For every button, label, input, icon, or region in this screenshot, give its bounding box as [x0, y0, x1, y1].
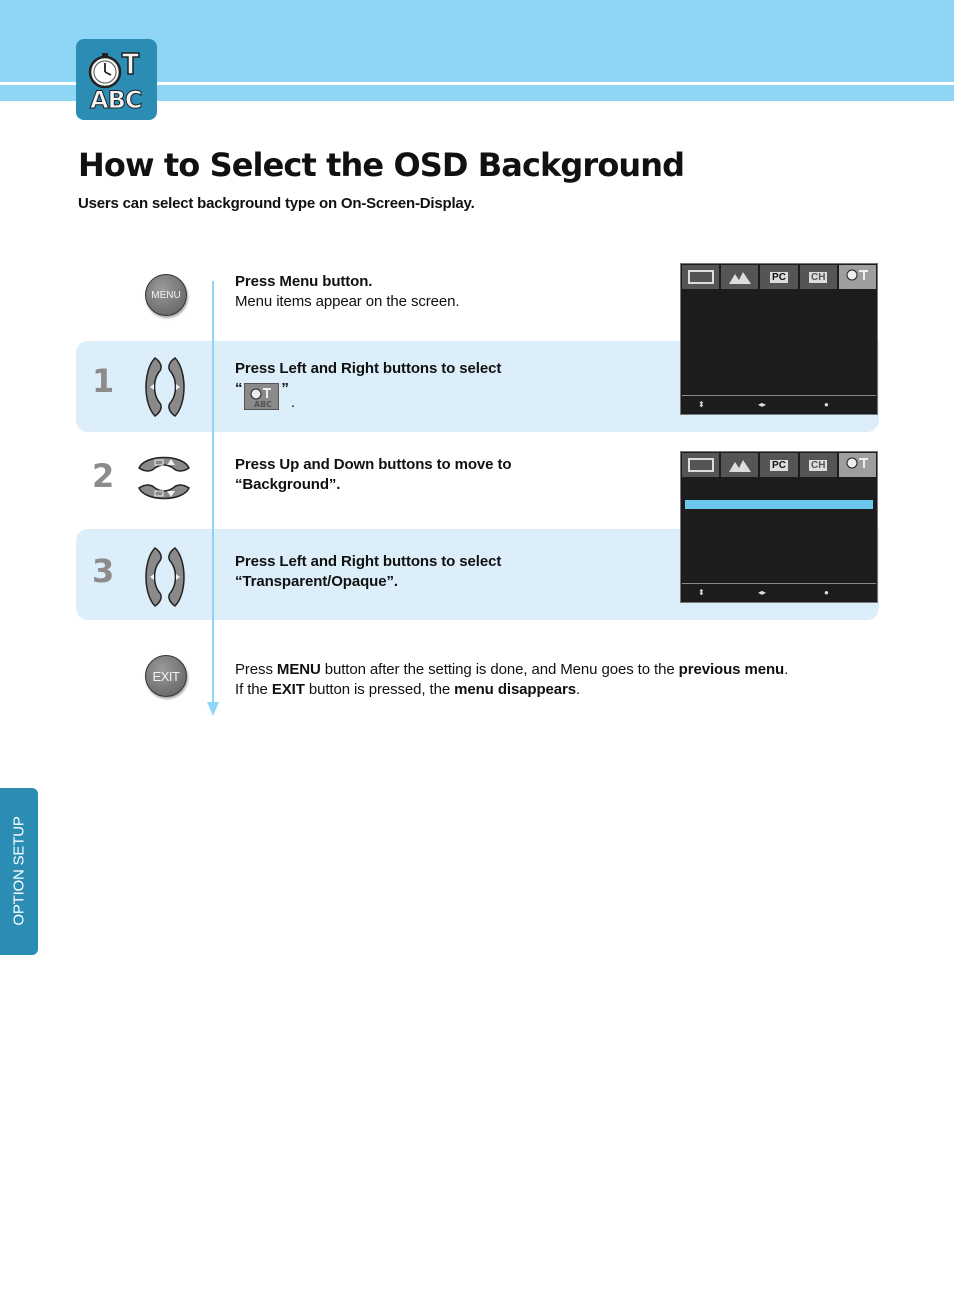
option-clock-icon: [76, 39, 157, 120]
section-side-tab: [0, 788, 38, 955]
option-icon: [839, 265, 876, 289]
channel-icon: [800, 265, 837, 289]
osd-leftright-glyph: ◂▸: [758, 588, 767, 597]
exit-l1-menu: MENU: [276, 661, 321, 678]
exit-l1-a: Press: [235, 661, 277, 678]
ch-icon-label: CH: [810, 271, 826, 283]
step-3-line1: Press Left and Right buttons to select: [235, 553, 502, 570]
osd-enter-glyph: ●: [824, 400, 829, 409]
svg-text:ABC: ABC: [90, 86, 142, 114]
exit-step-text: [235, 660, 788, 700]
section-side-tab-label: OPTION SETUP: [10, 816, 28, 926]
page-subtitle: Users can select background type on On-Screen-Display.: [78, 195, 475, 212]
step-1-period: .: [290, 394, 295, 411]
osd-menu-screen-2: [680, 451, 878, 603]
exit-l1-e: .: [784, 661, 789, 678]
menu-step-text: [235, 272, 459, 312]
pc-icon-label: PC: [772, 271, 786, 283]
sound-icon: [721, 453, 758, 477]
channel-icon: [800, 453, 837, 477]
left-right-buttons-icon: [141, 356, 189, 423]
option-icon: [839, 453, 876, 477]
step-3-line2: “Transparent/Opaque”.: [235, 573, 398, 590]
step-3-number: 3: [92, 552, 115, 590]
step-2-line2: “Background”.: [235, 476, 341, 493]
osd-updown-glyph: ⬍: [698, 588, 705, 597]
osd-background-highlight: [685, 500, 873, 509]
exit-l1-c: button after the setting is done, and Menu goes to the: [320, 661, 679, 678]
exit-step-line1: [235, 660, 788, 680]
menu-step-line2: Menu items appear on the screen.: [235, 293, 460, 310]
pc-icon-label: PC: [772, 459, 786, 471]
step-3-text: [235, 552, 501, 592]
left-right-buttons-icon: [141, 546, 189, 613]
osd-icon-bar: [682, 265, 876, 289]
menu-button-label: MENU: [151, 289, 181, 301]
osd-icon-bar: [682, 453, 876, 477]
svg-text:ABC: ABC: [254, 400, 273, 409]
pc-icon: [760, 265, 797, 289]
exit-l2-menu-disappears: menu disappears: [454, 681, 577, 698]
step-1-number: 1: [92, 362, 115, 400]
up-down-buttons-icon: [135, 452, 193, 509]
ch-icon-label: CH: [810, 459, 826, 471]
page-title: How to Select the OSD Background: [78, 146, 685, 184]
exit-step-line2: [235, 680, 788, 700]
osd-footer: [682, 583, 876, 601]
flow-arrow-icon: [207, 702, 219, 716]
tv-icon: [682, 265, 719, 289]
exit-button-icon: [145, 655, 187, 697]
step-1-quote-close: ”: [281, 380, 289, 397]
osd-footer: [682, 395, 876, 413]
option-menu-icon: [244, 383, 279, 410]
exit-l2-a: If the: [235, 681, 272, 698]
flow-line: [212, 281, 214, 704]
osd-updown-glyph: ⬍: [698, 400, 705, 409]
step-2-text: [235, 455, 511, 495]
osd-leftright-glyph: ◂▸: [758, 400, 767, 409]
osd-menu-screen-1: [680, 263, 878, 415]
exit-l2-c: button is pressed, the: [304, 681, 455, 698]
menu-button-icon: [145, 274, 187, 316]
exit-l2-exit: EXIT: [271, 681, 305, 698]
step-1-quote-open: “: [235, 380, 243, 397]
osd-enter-glyph: ●: [824, 588, 829, 597]
sound-icon: [721, 265, 758, 289]
step-2-line1: Press Up and Down buttons to move to: [235, 456, 512, 473]
step-1-line1: Press Left and Right buttons to select: [235, 360, 502, 377]
exit-l1-previous-menu: previous menu: [678, 661, 785, 678]
step-2-number: 2: [92, 457, 115, 495]
exit-button-label: EXIT: [152, 668, 180, 684]
pc-icon: [760, 453, 797, 477]
menu-step-line1: Press Menu button.: [235, 273, 373, 290]
tv-icon: [682, 453, 719, 477]
exit-l2-e: .: [576, 681, 581, 698]
step-1-text: [235, 359, 501, 413]
